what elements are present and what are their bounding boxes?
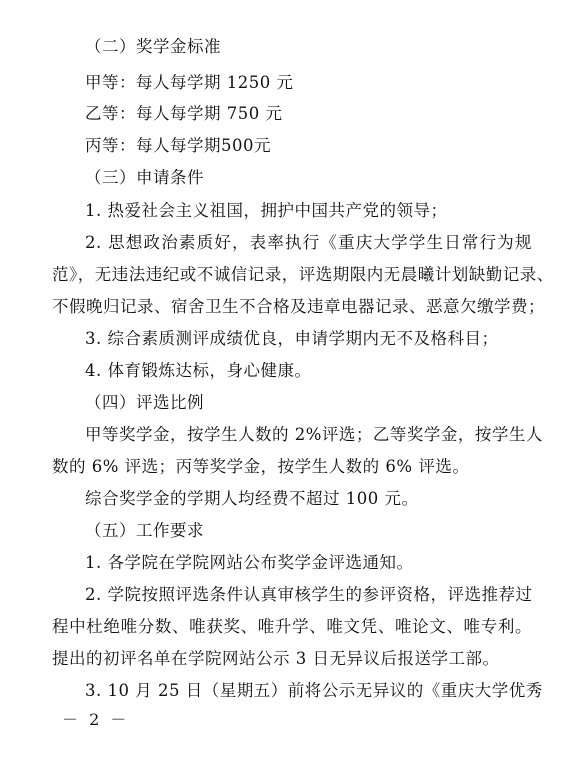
section-heading-requirements: （五）工作要求 [85,521,204,540]
text-line: 程中杜绝唯分数、唯获奖、唯升学、唯文凭、唯论文、唯专利。 [52,617,532,636]
text-line: 甲等奖学金，按学生人数的 2%评选；乙等奖学金，按学生人 [85,425,543,444]
text-line: 范》，无违法违纪或不诚信记录，评选期限内无晨曦计划缺勤记录、 [52,265,554,284]
text-line: 2. 思想政治素质好，表率执行《重庆大学学生日常行为规 [85,233,532,252]
text-line: 4. 体育锻炼达标，身心健康。 [85,361,312,380]
section-heading-ratio: （四）评选比例 [85,393,204,412]
text-line: 3. 综合素质测评成绩优良，申请学期内无不及格科目； [85,329,499,348]
page-number: － 2 － [62,710,130,729]
section-heading-conditions: （三）申请条件 [85,168,204,187]
text-line: 3. 10 月 25 日（星期五）前将公示无异议的《重庆大学优秀 [85,681,543,700]
text-line: 数的 6% 评选；丙等奖学金，按学生人数的 6% 评选。 [52,457,470,476]
text-line: 丙等：每人每学期500元 [85,136,271,155]
text-line: 甲等：每人每学期 1250 元 [85,73,294,92]
text-line: 乙等：每人每学期 750 元 [85,104,283,123]
text-line: 不假晚归记录、宿舍卫生不合格及违章电器记录、恶意欠缴学费； [52,297,545,316]
text-line: 综合奖学金的学期人均经费不超过 100 元。 [85,489,419,508]
text-line: 2. 学院按照评选条件认真审核学生的参评资格，评选推荐过 [85,585,533,604]
text-line: 提出的初评名单在学院网站公示 3 日无异议后报送学工部。 [52,649,500,668]
section-heading-award-standard: （二）奖学金标准 [85,37,221,56]
text-line: 1. 各学院在学院网站公布奖学金评选通知。 [85,553,414,572]
text-line: 1. 热爱社会主义祖国，拥护中国共产党的领导； [85,201,448,220]
